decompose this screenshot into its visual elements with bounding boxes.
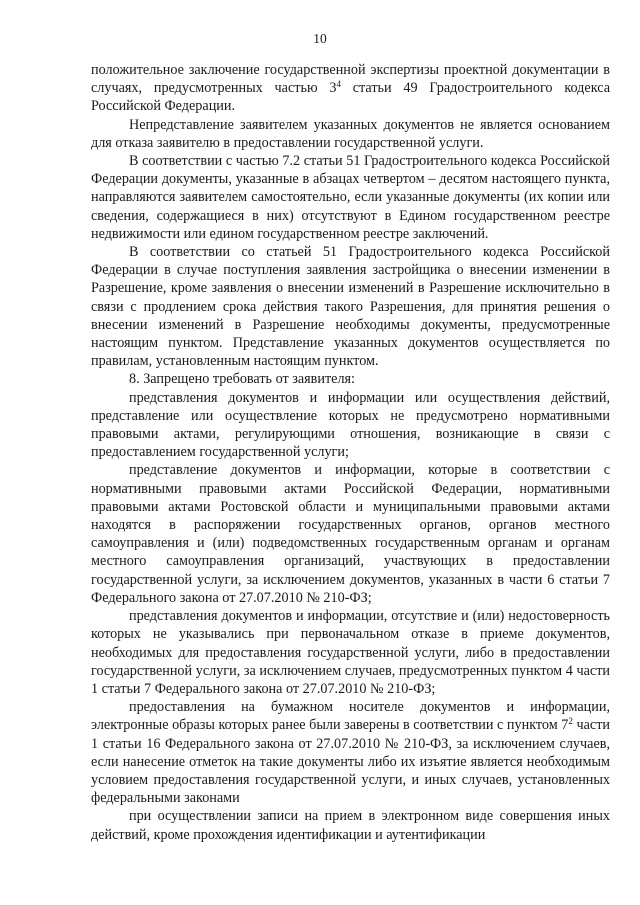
paragraph-item-8-heading: 8. Запрещено требовать от заявителя: (129, 371, 355, 388)
paragraph-prohibition-2: представление документов и информации, которые в соответствии с нормативными правовыми актами Российской Федерации, нормативными правовыми актами Ростовской области и муниципальными правовыми актами находятся в распоряжении государственных органов, органов местного самоуправления и (или) подведомственных государственным органам и органам местного самоуправления организаций, участвующих в предоставлении государственной услуги, за исключением документов, указанных в части 6 статьи 7 Федерального закона от 27.07.2010 № 210-ФЗ; (91, 462, 610, 606)
paragraph-prohibition-1: представления документов и информации или осуществления действий, представление или осуществление которых не предусмотрено нормативными правовыми актами, регулирующими отношения, возникающие в связи с предоставлением государственной услуги; (91, 389, 610, 461)
page-number: 10 (313, 31, 327, 46)
paragraph-article-51: В соответствии со статьей 51 Градостроительного кодекса Российской Федерации в случае поступления заявления застройщика о внесении изменении в Разрешение, кроме заявления о внесении изменений в Разрешение исключительно в связи с продлением срока действия такого Разрешения, для принятия решения о внесении изменений в Разрешение необходимы документы, предусмотренные настоящим пунктом. Представление указанных документов осуществляется по правилам, установленным настоящим пунктом. (91, 244, 610, 370)
paragraph-non-submission: Непредставление заявителем указанных документов не является основанием для отказа заявителю в предоставлении государственной услуги. (91, 116, 610, 151)
paragraph-prohibition-3: представления документов и информации, отсутствие и (или) недостоверность которых не указывались при первоначальном отказе в приеме документов, необходимых для предоставления государственной услуги, либо в предоставлении государственной услуги, за исключением случаев, предусмотренных пунктом 4 части 1 статьи 7 Федерального закона от 27.07.2010 № 210-ФЗ; (91, 608, 610, 697)
paragraph-prohibition-4: предоставления на бумажном носителе документов и информации, электронные образы которых ранее были заверены в соответствии с пунктом $7^2$ части 1 статьи 16 Федерального закона от 27.07.2010 № 210-ФЗ, за исключением случаев, если нанесение отметок на такие документы либо их изъятие является необходимым условием предоставления государственной услуги, и иных случаев, установленных федеральными законами (91, 699, 610, 807)
superscript: 2 (568, 716, 573, 727)
paragraph-part-7-2: В соответствии с частью 7.2 статьи 51 Градостроительного кодекса Российской Федерации документы, указанные в абзацах четвертом – десятом настоящего пункта, направляются заявителем самостоятельно, если указанные документы (их копии или сведения, содержащиеся в них) отсутствуют в Едином государственном реестре недвижимости или едином государственном реестре заключений. (91, 153, 610, 242)
superscript: 4 (336, 79, 341, 90)
paragraph-prohibition-5: при осуществлении записи на прием в электронном виде совершения иных действий, кроме прохождения идентификации и аутентификации (91, 808, 610, 843)
paragraph-expertise-conclusion: положительное заключение государственной экспертизы проектной документации в случаях, предусмотренных частью $3^4$ статьи 49 Градостроительного кодекса Российской Федерации. (91, 62, 611, 115)
document-body (91, 61, 610, 844)
